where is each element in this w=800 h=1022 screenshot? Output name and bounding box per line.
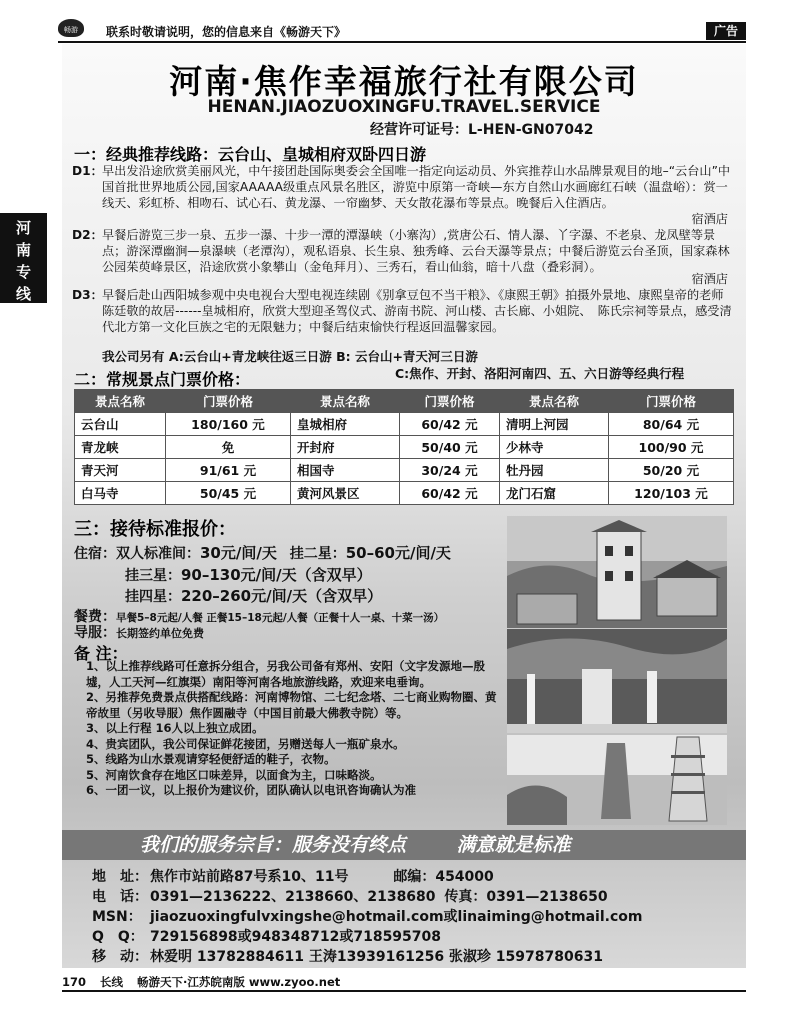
note-item: 2、另推荐免费景点供搭配线路：河南博物馆、二七纪念塔、二七商业购物圈、黄帝故里（另收导服）焦作圆融寺（中国目前最大佛教寺院）等。: [86, 690, 497, 720]
page-footer: [62, 974, 746, 990]
note-item: 5、线路为山水景观请穿轻便舒适的鞋子，衣物。: [86, 752, 336, 766]
meal-label: 餐费：: [74, 609, 116, 625]
meal-text: 早餐5–8元起/人餐 正餐15–18元起/人餐（正餐十人一桌、十菜一汤）: [116, 612, 445, 624]
side-tab-label: 河南专线: [15, 219, 31, 303]
ticket-price: 180/160 元: [165, 413, 290, 436]
contact-phone: [92, 887, 732, 907]
extra-routes-1: 我公司另有 A:云台山+青龙峡往返三日游 B: 云台山+青天河三日游: [102, 349, 478, 364]
contact-address: [92, 867, 732, 887]
lodging-type: 挂二星：: [289, 546, 346, 562]
qq: 729156898或948348712或718595708: [150, 929, 442, 945]
service-motto: [62, 830, 746, 860]
ticket-row: [75, 436, 734, 459]
ticket-table: [74, 389, 734, 505]
ticket-price: 30/24 元: [400, 459, 500, 482]
license-number: 经营许可证号：L-HEN-GN07042: [370, 122, 594, 138]
fax-label: 传真：: [444, 889, 487, 905]
notes-list: [86, 659, 506, 799]
day-hotel: 宿酒店: [691, 212, 728, 226]
msn-label: MSN：: [92, 909, 142, 925]
phone-label: 电 话：: [92, 889, 148, 905]
ticket-attraction: 龙门石窟: [499, 482, 608, 505]
ticket-price: 100/90 元: [608, 436, 733, 459]
day-label: D3：: [72, 288, 103, 302]
msn: jiaozuoxingfulvxingshe@hotmail.com或linaiming@hotmail.com: [150, 909, 643, 925]
note-item: 5、河南饮食存在地区口味差异，以面食为主，口味略淡。: [86, 767, 382, 782]
ticket-price: 50/45 元: [165, 482, 290, 505]
day-label: D1：: [72, 164, 103, 178]
side-tab: [0, 213, 47, 303]
ticket-heading: 二：常规景点门票价格：: [74, 370, 251, 389]
ticket-price: 50/20 元: [608, 459, 733, 482]
lodging-type: 挂三星：: [125, 568, 181, 584]
top-divider: [58, 41, 746, 43]
lodging-price: 50–60元/间/天: [345, 544, 451, 562]
magazine-logo: [58, 19, 84, 37]
day-text: 早餐后游览三步一泉、五步一瀑、十步一潭的潭瀑峡（小寨沟）,赏唐公石、情人瀑、丫字瀑、不老泉、龙凤壁等景点；游深潭幽涧—泉瀑峡（老潭沟），观私语泉、长生泉、独秀峰、云台天瀑等景点；中餐后游览云台圣顶，国家森林公园茱萸峰景区，沿途欣赏小象攀山（金龟拜月）、三秀石，看山仙翁，暗十八盘（叠彩洞）。: [102, 228, 730, 274]
motto-left: 我们的服务宗旨：服务没有终点: [140, 834, 407, 856]
itinerary-day-3: [72, 287, 732, 335]
qq-label: Q Q：: [92, 929, 144, 945]
ticket-attraction: 少林寺: [499, 436, 608, 459]
lodging-label: 住宿：: [74, 546, 116, 562]
lodging-price: 30元/间/天: [200, 544, 277, 562]
lodging-price: 90–130元/间/天（含双早）: [181, 566, 372, 584]
photo-waterfall: [507, 629, 727, 733]
lodging-line-2: [125, 564, 372, 585]
page-number: 170: [62, 975, 87, 989]
col-price: 门票价格: [165, 390, 290, 413]
mobile: 林爱明 13782884611 王涛13939161256 张淑珍 15978780631: [150, 949, 603, 965]
col-name: 景点名称: [291, 390, 400, 413]
ticket-price: 免: [165, 436, 290, 459]
zip-label: 邮编：: [393, 869, 436, 885]
logo-text: 畅游: [64, 26, 78, 34]
lodging-line-1: [74, 542, 451, 563]
day-label: D2：: [72, 228, 103, 242]
fax: 0391—2138650: [486, 889, 608, 905]
ticket-attraction: 相国寺: [291, 459, 400, 482]
note-item: 3、以上行程 16人以上独立成团。: [86, 721, 264, 735]
ad-label: 广告: [706, 22, 746, 40]
ticket-attraction: 青天河: [75, 459, 166, 482]
itinerary-day-2: [72, 227, 732, 286]
lodging-type: 挂四星：: [125, 589, 181, 605]
bottom-divider: [62, 990, 746, 992]
contact-msn: [92, 907, 732, 927]
col-name: 景点名称: [499, 390, 608, 413]
ticket-attraction: 白马寺: [75, 482, 166, 505]
contact-mobile: [92, 947, 732, 967]
itinerary-day-1: [72, 163, 732, 226]
notes-heading: 备 注：: [74, 644, 128, 663]
mobile-label: 移 动：: [92, 949, 148, 965]
section-label: 长线: [100, 975, 124, 989]
ticket-attraction: 黄河风景区: [291, 482, 400, 505]
ticket-price: 60/42 元: [400, 482, 500, 505]
guide-text: 长期签约单位免费: [116, 627, 204, 640]
ticket-price: 91/61 元: [165, 459, 290, 482]
ticket-attraction: 牡丹园: [499, 459, 608, 482]
phone: 0391—2136222、2138660、2138680: [150, 889, 436, 905]
ticket-row: [75, 482, 734, 505]
lodging-line-3: [125, 585, 382, 606]
ticket-attraction: 开封府: [291, 436, 400, 459]
day-text: 早餐后赴山西阳城参观中央电视台大型电视连续剧《别拿豆包不当干粮》、《康熙王朝》拍摄外景地、康熙皇帝的老师陈廷敬的故居------皇城相府，欣赏大型迎圣驾仪式、游南书院、河山楼、古长廊、小姐院、 陈氏宗祠等景点，感受清代北方第一文化巨族之宅的无限魅力；中餐后结束愉快行程返回温馨家园。: [102, 288, 732, 334]
guide-label: 导服：: [74, 625, 116, 641]
ticket-price: 50/40 元: [400, 436, 500, 459]
source-note: 联系时敬请说明，您的信息来自《畅游天下》: [106, 25, 347, 39]
route-heading: 一：经典推荐线路：云台山、皇城相府双卧四日游: [74, 145, 427, 164]
col-name: 景点名称: [75, 390, 166, 413]
contact-qq: [92, 927, 732, 947]
publication-name: 畅游天下·江苏皖南版 www.zyoo.net: [137, 975, 341, 989]
col-price: 门票价格: [608, 390, 733, 413]
lodging-price: 220–260元/间/天（含双早）: [181, 587, 383, 605]
address-label: 地 址：: [92, 869, 148, 885]
ticket-row: [75, 413, 734, 436]
ticket-header-row: [75, 390, 734, 413]
photo-pagodas: [507, 735, 727, 825]
ticket-price: 80/64 元: [608, 413, 733, 436]
ticket-price: 60/42 元: [400, 413, 500, 436]
note-item: 6、一团一议，以上报价为建议价，团队确认以电讯咨询确认为准: [86, 783, 416, 797]
note-item: 1、以上推荐线路可任意拆分组合，另我公司备有郑州、安阳（文字发源地—殷墟，人工天河—红旗渠）南阳等河南各地旅游线路，欢迎来电垂询。: [86, 659, 485, 689]
ticket-price: 120/103 元: [608, 482, 733, 505]
motto-right: 满意就是标准: [456, 834, 571, 856]
ticket-attraction: 云台山: [75, 413, 166, 436]
reception-heading: 三：接待标准报价：: [74, 519, 236, 540]
address: 焦作市站前路87号系10、11号: [150, 869, 349, 885]
lodging-type: 双人标准间：: [116, 546, 200, 562]
col-price: 门票价格: [400, 390, 500, 413]
extra-routes-2: C:焦作、开封、洛阳河南四、五、六日游等经典行程: [395, 366, 685, 381]
company-name-en: HENAN.JIAOZUOXINGFU.TRAVEL.SERVICE: [207, 97, 601, 117]
day-hotel: 宿酒店: [691, 272, 728, 286]
photo-tower-town: [507, 516, 727, 628]
company-name: 河南·焦作幸福旅行社有限公司: [169, 62, 639, 101]
note-item: 4、贵宾团队，我公司保证鲜花接团，另赠送每人一瓶矿泉水。: [86, 736, 405, 751]
ticket-row: [75, 459, 734, 482]
ticket-attraction: 清明上河园: [499, 413, 608, 436]
guide-line: [74, 622, 204, 642]
zip: 454000: [435, 869, 494, 885]
day-text: 早出发沿途欣赏美丽风光，中午接团赴国际奥委会全国唯一指定向运动员、外宾推荐山水品牌景观目的地–“云台山”中国首批世界地质公园,国家AAAAA级重点风景名胜区，游览中原第一奇峡—东方自然山水画廊红石峡（温盘峪）：赏一线天、彩虹桥、相吻石、试心石、黄龙瀑、一帘幽梦、天女散花瀑布等景点。晚餐后入住酒店。: [102, 164, 731, 210]
ticket-attraction: 青龙峡: [75, 436, 166, 459]
ticket-attraction: 皇城相府: [291, 413, 400, 436]
